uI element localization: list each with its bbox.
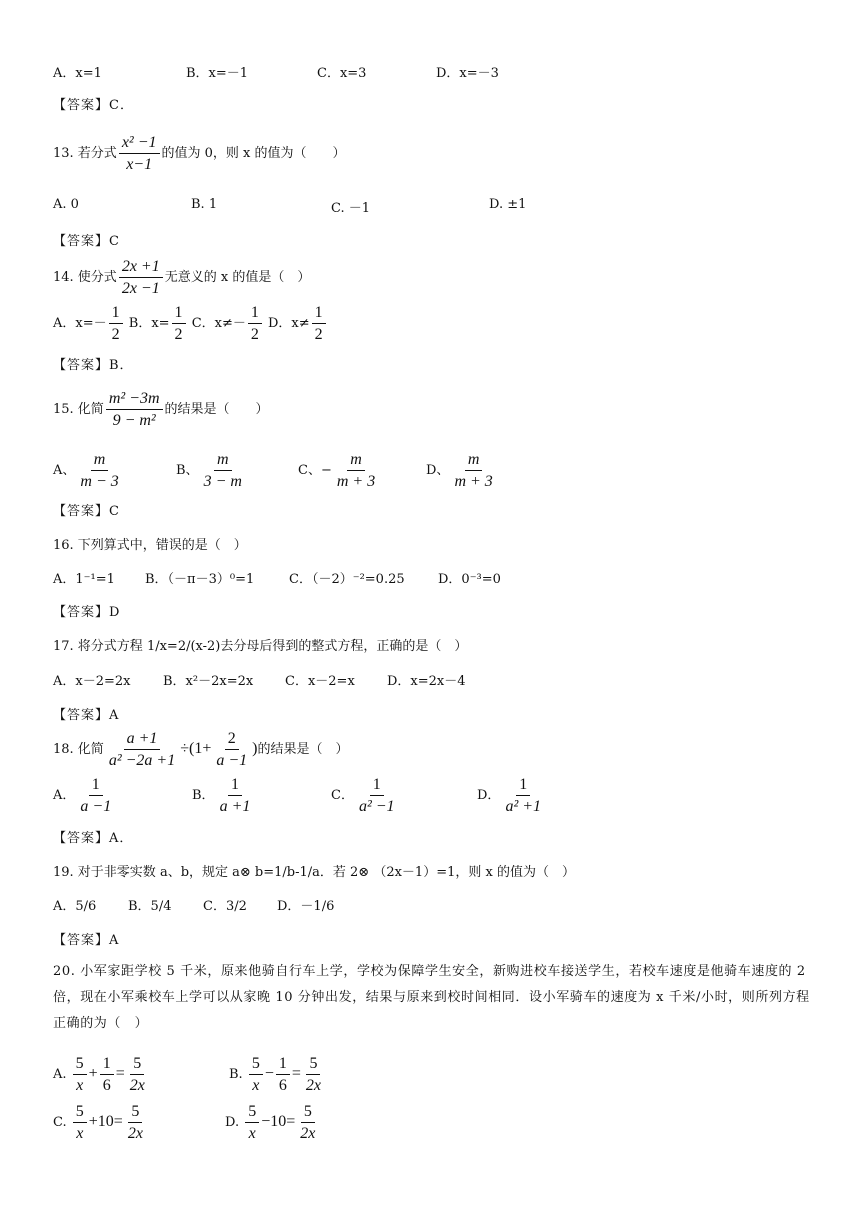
q20-a-f1-num: 5 <box>73 1054 87 1075</box>
q20-b-frac-2 <box>276 1054 290 1095</box>
q13-answer: 【答案】C <box>53 234 120 249</box>
q14-option-a-label: A．x=－ <box>53 316 107 331</box>
q15-option-c <box>298 450 380 491</box>
q14-a-den: 2 <box>111 326 120 343</box>
q18-fraction-1 <box>106 729 178 770</box>
q15-fraction <box>106 389 163 430</box>
q20-c-op: +10 <box>88 1113 114 1130</box>
q20-stem: 20. 小军家距学校 5 千米，原来他骑自行车上学，学校为保障学生安全，新购进校车接送学生，若校车速度是他骑车速度的 2 倍，现在小军乘校车上学可以从家晚 10 分钟出发，结果与原来到校时间相同．设小军骑车的速度为 x 千米/小时，则所列方程正确的为（ ） <box>53 964 810 1031</box>
q15-c-num: m <box>347 450 365 471</box>
q18-d-den: a² +1 <box>505 798 542 815</box>
q20-c-f1-num: 5 <box>73 1102 87 1123</box>
q19-option-d: D．－1/6 <box>277 899 335 914</box>
q20-b-frac-3 <box>303 1054 324 1095</box>
q14-options <box>53 303 328 344</box>
q14-option-d-frac <box>312 303 326 344</box>
q20-b-eq: = <box>291 1065 301 1082</box>
q20-option-d-label: D. <box>225 1115 240 1130</box>
q14-option-c-frac <box>248 303 262 344</box>
q18-f1-den: a² −2a +1 <box>108 752 176 769</box>
q13-frac-den: x−1 <box>126 156 153 173</box>
q14-prefix: 14. 使分式 <box>53 270 117 285</box>
q20-b-f3-den: 2x <box>305 1077 321 1094</box>
q15-d-num: m <box>465 450 483 471</box>
q18-stem <box>53 729 348 770</box>
q20-d-f1-num: 5 <box>245 1102 259 1123</box>
q18-option-d <box>477 775 546 816</box>
q15-option-a-frac <box>77 450 121 491</box>
q18-option-b-frac <box>217 775 254 816</box>
q20-d-op: −10 <box>261 1113 287 1130</box>
q16-option-c: C．（－2）⁻²=0.25 <box>289 572 405 587</box>
q14-stem <box>53 257 310 298</box>
q18-option-d-frac <box>502 775 544 816</box>
q15-answer: 【答案】C <box>53 504 120 519</box>
q14-frac-num: 2x +1 <box>119 257 163 278</box>
q15-option-a <box>53 450 124 491</box>
q20-b-frac-1 <box>249 1054 263 1095</box>
q20-c-eq: = <box>113 1113 123 1130</box>
q14-a-num: 1 <box>109 303 123 324</box>
q20-c-f2-num: 5 <box>128 1102 142 1123</box>
q14-fraction <box>119 257 163 298</box>
q14-answer: 【答案】B． <box>53 358 134 373</box>
q14-c-num: 1 <box>248 303 262 324</box>
q20-d-frac-2 <box>297 1102 318 1143</box>
q18-operator: ÷(1+ <box>180 740 212 757</box>
q19-stem: 19. 对于非零实数 a、b，规定 a⊗ b=1/b-1/a．若 2⊗ （2x－1）=1，则 x 的值为（ ） <box>53 865 575 880</box>
q15-c-den: m + 3 <box>336 473 376 490</box>
q18-option-b <box>192 775 255 816</box>
q15-b-den: 3 − m <box>203 473 242 490</box>
q20-a-op: + <box>88 1065 98 1082</box>
q15-a-den: m − 3 <box>80 473 119 490</box>
q20-a-f1-den: x <box>76 1077 84 1094</box>
q20-option-b-label: B. <box>229 1067 243 1082</box>
q18-suffix: 的结果是（ ） <box>257 742 349 757</box>
q20-d-frac-1 <box>245 1102 259 1143</box>
q18-a-den: a −1 <box>80 798 112 815</box>
q12-option-a: A．x=1 <box>53 66 102 81</box>
q15-b-num: m <box>214 450 232 471</box>
q16-option-d: D．0⁻³=0 <box>438 572 501 587</box>
q18-option-b-label: B． <box>192 788 215 803</box>
q14-b-den: 2 <box>174 326 183 343</box>
q15-option-c-label: C、− <box>298 463 332 478</box>
q20-a-f2-num: 1 <box>100 1054 114 1075</box>
q20-b-f2-num: 1 <box>276 1054 290 1075</box>
q19-answer: 【答案】A <box>53 933 120 948</box>
q12-answer: 【答案】C． <box>53 98 134 113</box>
q20-c-frac-2 <box>125 1102 146 1143</box>
q18-option-a-label: A． <box>53 788 76 803</box>
q20-d-f1-den: x <box>248 1125 256 1142</box>
q17-option-b: B．x²－2x=2x <box>163 674 254 689</box>
q15-option-b <box>176 450 247 491</box>
q14-frac-den: 2x −1 <box>121 280 160 297</box>
q19-option-a: A．5/6 <box>53 899 97 914</box>
q19-option-b: B．5/4 <box>128 899 172 914</box>
q15-option-b-frac <box>201 450 245 491</box>
q12-option-c: C．x=3 <box>317 66 367 81</box>
q18-option-a-frac <box>77 775 114 816</box>
q17-stem: 17. 将分式方程 1/x=2/(x-2)去分母后得到的整式方程，正确的是（ ） <box>53 639 468 654</box>
q18-close-paren: ) <box>252 740 258 757</box>
q20-a-eq: = <box>115 1065 125 1082</box>
q14-b-num: 1 <box>172 303 186 324</box>
q20-b-f1-num: 5 <box>249 1054 263 1075</box>
q18-f2-den: a −1 <box>216 752 248 769</box>
q20-b-op: − <box>264 1065 274 1082</box>
q14-c-den: 2 <box>250 326 259 343</box>
q15-prefix: 15. 化简 <box>53 402 104 417</box>
q12-option-d: D．x=－3 <box>436 66 499 81</box>
q20-option-d <box>225 1102 320 1143</box>
q20-c-f1-den: x <box>76 1125 84 1142</box>
q15-option-d <box>426 450 498 491</box>
q13-fraction <box>119 133 160 174</box>
q14-suffix: 无意义的 x 的值是（ ） <box>164 270 311 285</box>
q20-a-f3-den: 2x <box>129 1077 145 1094</box>
q13-option-c: C. －1 <box>331 201 371 216</box>
q14-option-b-label: B．x= <box>128 316 170 331</box>
q14-option-c-label: C．x≠－ <box>191 316 246 331</box>
q14-option-a-frac <box>109 303 123 344</box>
q15-option-d-label: D、 <box>426 463 450 478</box>
q15-option-b-label: B、 <box>176 463 199 478</box>
q18-option-d-label: D． <box>477 788 501 803</box>
q18-a-num: 1 <box>89 775 103 796</box>
q16-answer: 【答案】D <box>53 605 121 620</box>
q16-option-b: B．（－π－3）⁰=1 <box>145 572 255 587</box>
q18-option-a <box>53 775 116 816</box>
q15-option-c-frac <box>334 450 378 491</box>
q20-b-f3-num: 5 <box>306 1054 320 1075</box>
q13-prefix: 13. 若分式 <box>53 146 117 161</box>
q14-option-b-frac <box>172 303 186 344</box>
q18-b-den: a +1 <box>219 798 251 815</box>
q18-f2-num: 2 <box>225 729 239 750</box>
q20-a-frac-1 <box>73 1054 87 1095</box>
q17-option-c: C．x－2=x <box>285 674 355 689</box>
q20-option-a <box>53 1054 150 1095</box>
q13-option-a: A. 0 <box>53 197 79 212</box>
q20-d-f2-den: 2x <box>300 1125 316 1142</box>
q15-frac-den: 9 − m² <box>112 412 156 429</box>
q15-option-a-label: A、 <box>53 463 76 478</box>
q13-frac-num: x² −1 <box>119 133 160 154</box>
q16-option-a: A．1⁻¹=1 <box>53 572 115 587</box>
q20-option-c <box>53 1102 148 1143</box>
q15-suffix: 的结果是（ ） <box>164 402 269 417</box>
q20-c-f2-den: 2x <box>127 1125 143 1142</box>
q17-option-d: D．x=2x－4 <box>387 674 466 689</box>
q20-a-f3-num: 5 <box>130 1054 144 1075</box>
q12-option-b: B．x=－1 <box>186 66 249 81</box>
q18-option-c-label: C． <box>331 788 354 803</box>
q15-stem <box>53 389 269 430</box>
q13-suffix: 的值为 0，则 x 的值为（ ） <box>161 146 346 161</box>
q20-a-f2-den: 6 <box>102 1077 111 1094</box>
q14-d-den: 2 <box>314 326 323 343</box>
q14-option-d-label: D．x≠ <box>268 316 310 331</box>
q13-stem <box>53 133 346 174</box>
q17-answer: 【答案】A <box>53 708 120 723</box>
q20-b-f2-den: 6 <box>278 1077 287 1094</box>
q18-option-c-frac <box>356 775 398 816</box>
q13-option-b: B. 1 <box>191 197 218 212</box>
q18-d-num: 1 <box>516 775 530 796</box>
q17-option-a: A．x－2=2x <box>53 674 131 689</box>
q20-option-c-label: C. <box>53 1115 67 1130</box>
q18-option-c <box>331 775 400 816</box>
q16-stem: 16. 下列算式中，错误的是（ ） <box>53 538 247 553</box>
q18-b-num: 1 <box>228 775 242 796</box>
q18-answer: 【答案】A． <box>53 831 134 846</box>
q18-c-den: a² −1 <box>358 798 395 815</box>
q15-frac-num: m² −3m <box>106 389 163 410</box>
q20-option-a-label: A. <box>53 1067 67 1082</box>
q14-d-num: 1 <box>312 303 326 324</box>
q18-f1-num: a +1 <box>124 729 161 750</box>
q15-d-den: m + 3 <box>454 473 493 490</box>
q15-a-num: m <box>91 450 109 471</box>
q20-b-f1-den: x <box>252 1077 260 1094</box>
q18-fraction-2 <box>213 729 250 770</box>
q20-d-eq: = <box>286 1113 296 1130</box>
q20-option-b <box>229 1054 326 1095</box>
q13-option-d: D. ±1 <box>489 197 527 212</box>
q20-d-f2-num: 5 <box>301 1102 315 1123</box>
q19-option-c: C．3/2 <box>203 899 247 914</box>
q18-prefix: 18. 化简 <box>53 742 104 757</box>
q20-a-frac-3 <box>127 1054 148 1095</box>
q20-a-frac-2 <box>100 1054 114 1095</box>
q18-c-num: 1 <box>370 775 384 796</box>
q20-c-frac-1 <box>73 1102 87 1143</box>
q15-option-d-frac <box>451 450 495 491</box>
